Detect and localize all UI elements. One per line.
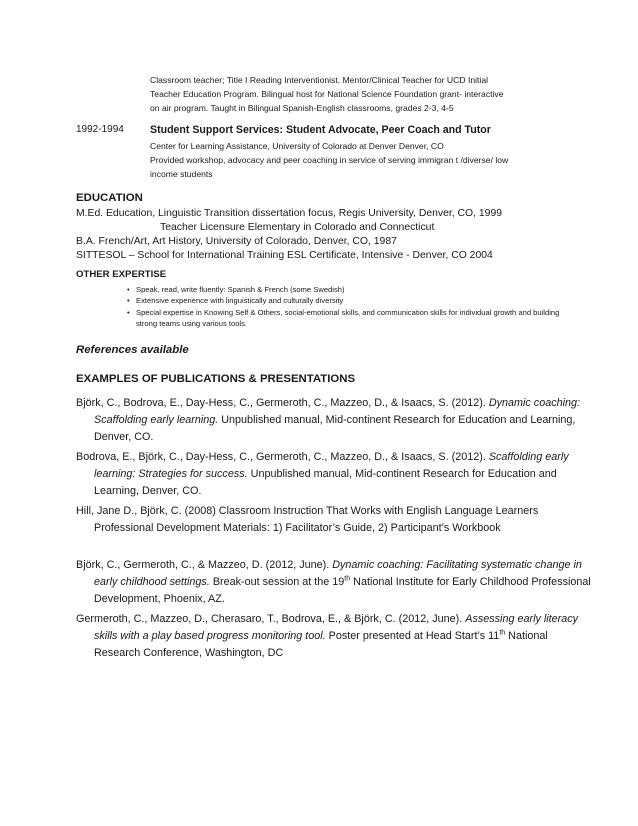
education-heading: EDUCATION xyxy=(76,192,143,204)
job1-description xyxy=(150,73,580,115)
pub-details-tail: National Research Conference, Washington, DC xyxy=(94,630,548,659)
expertise-item: • Extensive experience with linguistically and culturally diversity xyxy=(124,295,574,306)
pub-authors: Bodrova, E., Björk, C., Day-Hess, C., Germeroth, C., Mazzeo, D., & Isaacs, S. (2012). xyxy=(76,451,489,463)
pub-details-tail: National Institute for Early Childhood Professional Development, Phoenix, AZ. xyxy=(94,576,591,605)
pub-ordinal: th xyxy=(499,629,506,637)
publication-item xyxy=(76,395,594,446)
publication-item xyxy=(76,503,594,537)
pub-authors: Björk, C., Germeroth, C., & Mazzeo, D. (2012, June). xyxy=(76,559,333,571)
job2-description xyxy=(150,139,580,181)
pub-authors: Björk, C., Bodrova, E., Day-Hess, C., Germeroth, C., Mazzeo, D., & Isaacs, S. (2012). xyxy=(76,397,489,409)
publication-item xyxy=(76,557,594,608)
education-line: SITTESOL – School for International Training ESL Certificate, Intensive - Denver, CO 2004 xyxy=(76,250,493,261)
pub-details: Poster presented at Head Start’s 11 xyxy=(325,630,500,642)
pub-ordinal: th xyxy=(344,575,351,583)
pub-title: Dynamic coaching: Scaffolding early learning. xyxy=(94,397,581,426)
job2-line: Provided workshop, advocacy and peer coaching in service of serving immigran t /diverse/ low xyxy=(150,155,509,165)
pub-details: Unpublished manual, Mid-continent Research for Education and Learning, Denver, CO. xyxy=(94,414,576,443)
job1-line: on air program. Taught in Bilingual Spanish-English classrooms, grades 2-3, 4-5 xyxy=(150,103,454,113)
pub-title: Scaffolding early learning: Strategies for success. xyxy=(94,451,569,480)
publication-item xyxy=(76,611,594,662)
job2-title: Student Support Services: Student Advocate, Peer Coach and Tutor xyxy=(150,124,491,136)
pub-details: Break-out session at the 19 xyxy=(209,576,345,588)
expertise-list xyxy=(124,284,574,329)
job2-line: income students xyxy=(150,169,213,179)
publications-heading: EXAMPLES OF PUBLICATIONS & PRESENTATIONS xyxy=(76,373,356,385)
education-line: Teacher Licensure Elementary in Colorado and Connecticut xyxy=(160,222,435,233)
job2-line: Center for Learning Assistance, University of Colorado at Denver Denver, CO xyxy=(150,141,444,151)
education-line: B.A. French/Art, Art History, University of Colorado, Denver, CO, 1987 xyxy=(76,236,397,247)
expertise-heading: OTHER EXPERTISE xyxy=(76,269,167,280)
pub-authors: Germeroth, C., Mazzeo, D., Cherasaro, T., Bodrova, E., & Björk, C. (2012, June). xyxy=(76,613,466,625)
job1-line: Classroom teacher; Title I Reading Interventionist. Mentor/Clinical Teacher for UCD Initial xyxy=(150,75,489,85)
pub-title: Assessing early literacy skills with a play based progress monitoring tool. xyxy=(94,613,579,642)
pub-title: Dynamic coaching: Facilitating systematic change in early childhood settings. xyxy=(94,559,582,588)
job1-line: Teacher Education Program. Bilingual host for National Science Foundation grant- interactive xyxy=(150,89,504,99)
pub-details: Unpublished manual, Mid-continent Research for Education and Learning, Denver, CO. xyxy=(94,468,557,497)
education-line: M.Ed. Education, Linguistic Transition dissertation focus, Regis University, Denver, CO, 1999 xyxy=(76,208,503,219)
expertise-item: • Special expertise in Knowing Self & Others, social-emotional skills, and communication skills for individual growth and building strong teams using various tools. xyxy=(124,307,574,330)
pub-authors: Hill, Jane D., Björk, C. (2008) Classroom Instruction That Works with English Language Learners Professional Development Materials: 1) Facilitator’s Guide, 2) Participant’s Workbook xyxy=(76,505,539,534)
expertise-item: • Speak, read, write fluently: Spanish & French (some Swedish) xyxy=(124,284,574,295)
references-note: References available xyxy=(76,344,189,356)
job2-dates: 1992-1994 xyxy=(76,124,124,135)
publication-item xyxy=(76,449,594,500)
